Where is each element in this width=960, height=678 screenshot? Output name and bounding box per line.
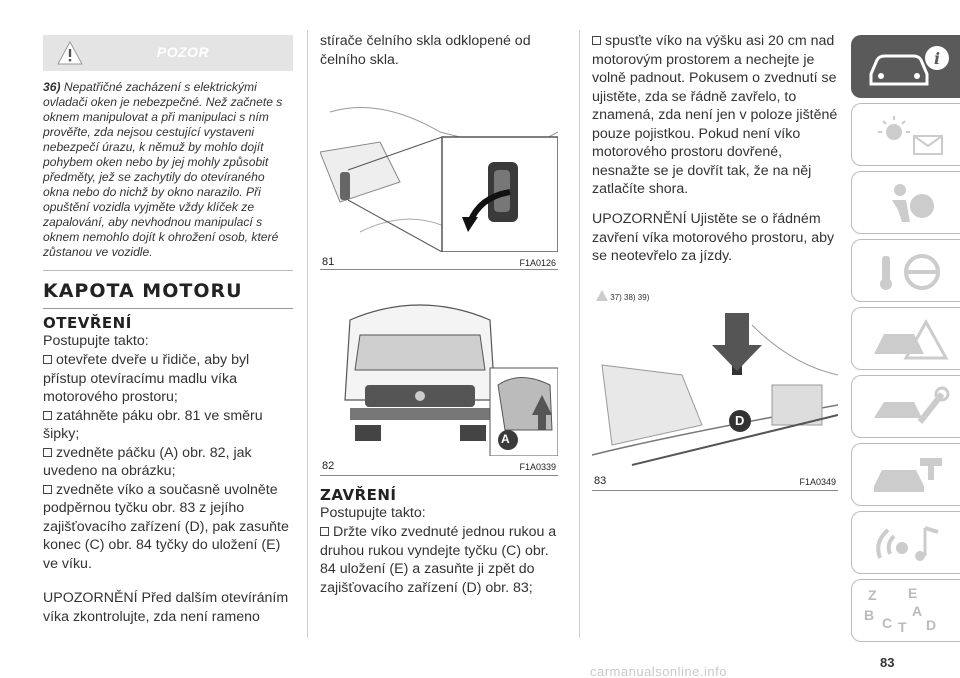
checkbox-bullet-icon <box>320 527 329 536</box>
tab-technical-data[interactable] <box>851 443 960 506</box>
tab-dashboard-lights[interactable] <box>851 103 960 166</box>
tab-service[interactable] <box>851 375 960 438</box>
checkbox-bullet-icon <box>43 448 52 457</box>
figure-code: F1A0126 <box>519 258 556 268</box>
warning-number: 36) <box>43 80 61 94</box>
index-letter: B <box>864 607 875 623</box>
section-title: KAPOTA MOTORU <box>43 280 293 309</box>
opening-title: OTEVŘENÍ <box>43 314 132 332</box>
opening-note: UPOZORNĚNÍ Před dalším otevíráním víka zkontrolujte, zda není rameno <box>43 590 289 625</box>
opening-note-continued: stírače čelního skla odklopené od čelního skla. <box>320 33 531 68</box>
figure-81-illustration <box>320 92 558 252</box>
checkbox-bullet-icon <box>43 355 52 364</box>
closing-step-1: Držte víko zvednuté jednou rukou a druhou rukou vyndejte tyčku (C) obr. 84 uložení (E) a zasuňte ji zpět do zajišťovacího zařízení (D) obr. 83; <box>320 524 557 596</box>
opening-intro: Postupujte takto: <box>43 333 149 349</box>
warning-header <box>43 35 293 71</box>
list-item: zatáhněte páku obr. 81 ve směru šipky; <box>43 407 263 442</box>
index-letter: Z <box>868 587 877 603</box>
figure-code: F1A0339 <box>519 462 556 472</box>
figure-number: 83 <box>594 475 607 487</box>
page-number: 83 <box>880 655 895 670</box>
index-letter: A <box>912 603 923 619</box>
svg-text:i: i <box>934 49 941 68</box>
list-item: otevřete dveře u řidiče, aby byl přístup otevíracímu madlu víka motorového prostoru; <box>43 352 250 405</box>
warning-triangle-icon <box>864 314 954 364</box>
warning-title: POZOR <box>156 44 210 60</box>
figure-82 <box>320 290 558 476</box>
warning-text-block <box>43 80 293 271</box>
dashboard-lights-icon <box>864 110 954 160</box>
figure-label-d: D <box>735 413 745 428</box>
index-letter: D <box>926 617 937 633</box>
tab-emergency[interactable] <box>851 307 960 370</box>
tab-multimedia[interactable] <box>851 511 960 574</box>
tab-airbag-safety[interactable] <box>851 171 960 234</box>
figure-83-illustration <box>592 305 838 471</box>
car-info-icon <box>863 42 953 92</box>
multimedia-icon <box>864 518 954 568</box>
checkbox-bullet-icon <box>43 411 52 420</box>
index-letters-icon <box>860 584 950 638</box>
service-wrench-icon <box>864 382 954 432</box>
watermark: carmanualsonline.info <box>590 664 727 678</box>
steering-key-icon <box>864 246 954 296</box>
figure-number: 81 <box>322 256 335 268</box>
warning-triangle-icon <box>596 290 608 301</box>
warning-refs: 37) 38) 39) <box>596 290 649 302</box>
figure-82-illustration <box>320 290 558 456</box>
airbag-safety-icon <box>864 178 954 228</box>
tab-steering-key[interactable] <box>851 239 960 302</box>
column-divider <box>307 30 308 638</box>
index-letter: E <box>908 585 918 601</box>
column-divider <box>579 30 580 638</box>
tab-index[interactable] <box>851 579 960 642</box>
tab-car-info[interactable] <box>851 35 960 98</box>
list-item: zvedněte víko a současně uvolněte podpěrnou tyčku obr. 83 z jejího zajišťovacího zařízení (D), pak zasuňte konec (C) obr. 84 tyčky do uložení (E) ve víku. <box>43 481 289 572</box>
closing-note: UPOZORNĚNÍ Ujistěte se o řádném zavření víka motorového prostoru, aby se neotevřelo za jízdy. <box>592 211 835 264</box>
list-item: zvedněte páčku (A) obr. 82, jak uvedeno na obrázku; <box>43 444 252 479</box>
closing-title: ZAVŘENÍ <box>320 486 397 504</box>
figure-code: F1A0349 <box>799 477 836 487</box>
checkbox-bullet-icon <box>592 36 601 45</box>
closing-intro: Postupujte takto: <box>320 505 426 521</box>
technical-data-icon <box>864 450 954 500</box>
index-letter: C <box>882 615 893 631</box>
closing-step-2: spusťte víko na výšku asi 20 cm nad motorovým prostorem a nechejte je volně padnout. Pokusem o zvednutí se ujistěte, zda se řádně zavřelo, to znamená, zda není jen v poloze jištěné pouze pojistkou. Pokud není víko motorového prostoru dovřené, nesnažte se je dovřít tak, že na něj zatlačíte shora. <box>592 33 838 197</box>
index-letter: T <box>898 619 907 635</box>
opening-steps <box>43 351 293 626</box>
figure-81 <box>320 92 558 270</box>
checkbox-bullet-icon <box>43 485 52 494</box>
figure-label-a: A <box>501 432 510 446</box>
figure-83 <box>592 305 838 491</box>
figure-number: 82 <box>322 460 335 472</box>
warning-text: Nepatřičné zacházení s elektrickými ovladači oken je nebezpečné. Než začnete s oknem manipulovat a při manipulaci s ním prověřte, zda nejsou cestující vystaveni nebezpečí úrazu, k němuž by mohlo dojít pohybem oken nebo by jej mohly způsobit předměty, jež se zachytily do otevíraného okna nebo do nichž by okno narazilo. Při opuštění vozidla vyjměte vždy klíček ze zapalování, aby nevhodnou manipulací s oknem nemohlo dojít k ohrožení osob, které zůstanou ve vozidle. <box>43 80 283 259</box>
